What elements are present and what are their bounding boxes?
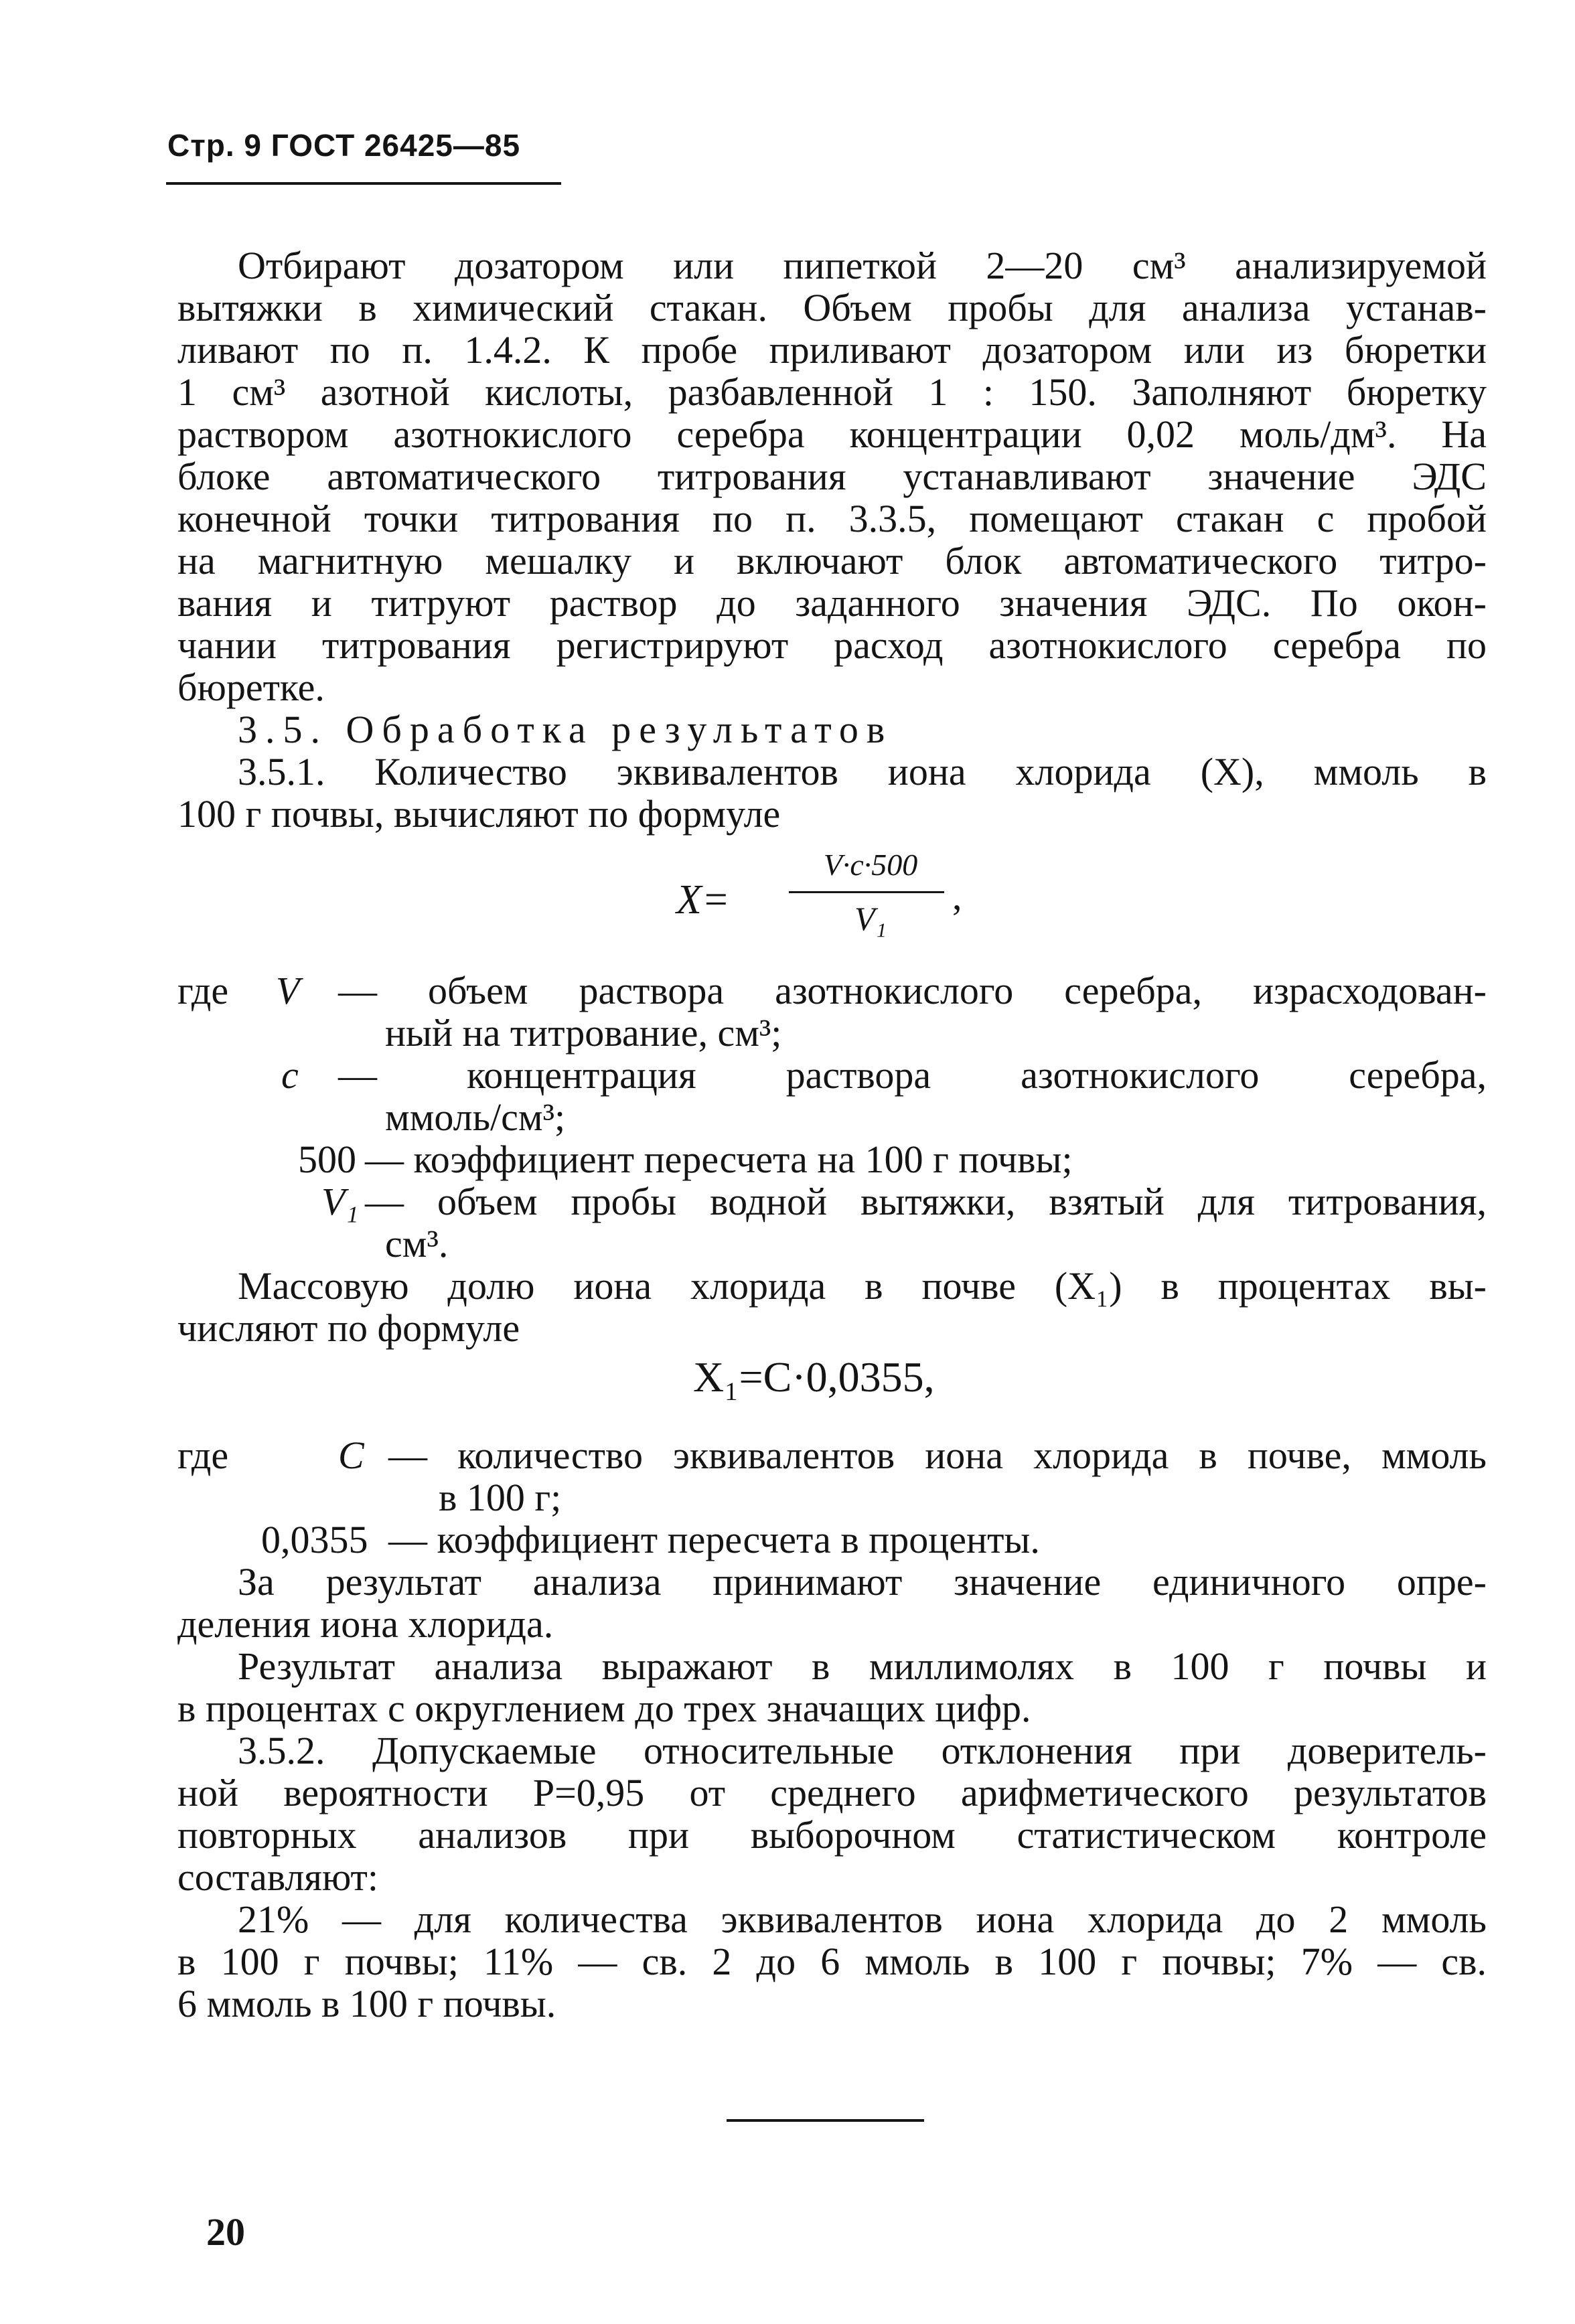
- paragraph-line: в процентах с округлением до трех значащих цифр.: [177, 1687, 1031, 1730]
- section-heading: 3.5. Обработка результатов: [238, 708, 893, 751]
- def-continuation: ный на титрование, см³;: [385, 1011, 782, 1055]
- def-continuation: ммоль/см³;: [385, 1095, 566, 1139]
- def-symbol: V: [276, 969, 300, 1012]
- paragraph-line: бюретке.: [177, 666, 325, 709]
- def-symbol: 500: [298, 1138, 356, 1181]
- def-lead: где: [177, 969, 229, 1012]
- page-number: 20: [206, 2210, 245, 2254]
- paragraph-line: составляют:: [177, 1855, 378, 1899]
- def-text: — коэффициент пересчета на 100 г почвы;: [365, 1138, 1073, 1181]
- def-symbol: V₁: [321, 1180, 359, 1223]
- paragraph-line: чании титрования регистрируют расход азотнокислого серебра по: [177, 623, 1487, 667]
- paragraph-line: 1 см³ азотной кислоты, разбавленной 1 : 150. Заполняют бюретку: [177, 370, 1487, 414]
- paragraph-line: вытяжки в химический стакан. Объем пробы для анализа устанав-: [177, 286, 1487, 329]
- paragraph-line: 6 ммоль в 100 г почвы.: [177, 1982, 556, 2025]
- formula-trail: ,: [952, 874, 962, 918]
- formula-x: [676, 847, 971, 947]
- def-text: — коэффициент пересчета в проценты.: [388, 1518, 1040, 1561]
- def-symbol: C: [338, 1434, 364, 1477]
- paragraph-line: деления иона хлорида.: [177, 1602, 554, 1646]
- def-symbol: 0,0355: [261, 1518, 368, 1561]
- fraction-bar: [789, 891, 944, 893]
- def-text: — объем раствора азотнокислого серебра, израсходован-: [338, 969, 1487, 1012]
- def-continuation: в 100 г;: [439, 1476, 562, 1519]
- def-symbol: c: [281, 1053, 299, 1097]
- paragraph-line: 100 г почвы, вычисляют по формуле: [177, 792, 781, 836]
- paragraph-line: повторных анализов при выборочном статистическом контроле: [177, 1813, 1487, 1857]
- end-rule: [727, 2119, 924, 2122]
- def-text: — объем пробы водной вытяжки, взятый для титрования,: [365, 1180, 1487, 1223]
- formula-lhs: X=: [676, 877, 730, 923]
- formula-denominator: V₁: [854, 900, 887, 937]
- paragraph-line: 21% — для количества эквивалентов иона хлорида до 2 ммоль: [238, 1897, 1487, 1941]
- header-rule: [166, 182, 561, 185]
- paragraph-line: Результат анализа выражают в миллимолях в 100 г почвы и: [238, 1644, 1487, 1688]
- def-text: — количество эквивалентов иона хлорида в почве, ммоль: [388, 1434, 1487, 1477]
- def-lead: где: [177, 1434, 229, 1477]
- paragraph-line: на магнитную мешалку и включают блок автоматического титро-: [177, 539, 1487, 583]
- paragraph-line: раствором азотнокислого серебра концентрации 0,02 моль/дм³. На: [177, 412, 1487, 456]
- formula-x1: X₁=C·0,0355,: [693, 1353, 935, 1401]
- paragraph-line: в 100 г почвы; 11% — св. 2 до 6 ммоль в 100 г почвы; 7% — св.: [177, 1940, 1487, 1983]
- paragraph-line: Отбирают дозатором или пипеткой 2—20 см³ анализируемой: [238, 244, 1487, 287]
- paragraph-line: За результат анализа принимают значение единичного опре-: [238, 1560, 1487, 1604]
- paragraph-line: 3.5.1. Количество эквивалентов иона хлорида (X), ммоль в: [238, 750, 1487, 793]
- paragraph-line: вания и титруют раствор до заданного значения ЭДС. По окон-: [177, 581, 1487, 625]
- paragraph-line: ливают по п. 1.4.2. К пробе приливают дозатором или из бюретки: [177, 328, 1487, 372]
- page-header: Стр. 9 ГОСТ 26425—85: [167, 128, 521, 163]
- paragraph-line: ной вероятности P=0,95 от среднего арифметического результатов: [177, 1771, 1487, 1814]
- paragraph-line: конечной точки титрования по п. 3.3.5, помещают стакан с пробой: [177, 497, 1487, 540]
- def-continuation: см³.: [385, 1222, 449, 1265]
- paragraph-line: блоке автоматического титрования устанавливают значение ЭДС: [177, 455, 1487, 498]
- formula-numerator: V·c·500: [823, 848, 918, 882]
- paragraph-line: 3.5.2. Допускаемые относительные отклонения при доверитель-: [238, 1729, 1487, 1772]
- paragraph-line: Массовую долю иона хлорида в почве (X₁) в процентах вы-: [238, 1264, 1487, 1308]
- paragraph-line: числяют по формуле: [177, 1306, 520, 1350]
- def-text: — концентрация раствора азотнокислого серебра,: [338, 1053, 1487, 1097]
